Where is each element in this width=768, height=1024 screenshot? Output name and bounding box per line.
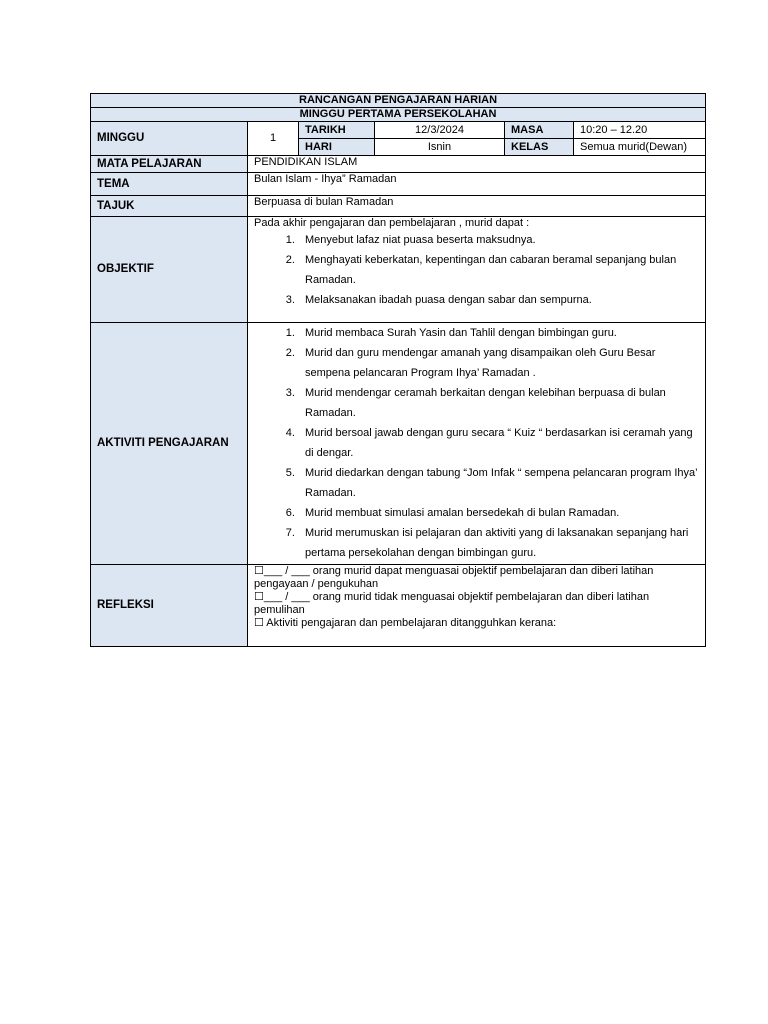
refleksi-line: ☐ Aktiviti pengajaran dan pembelajaran ditangguhkan kerana:	[254, 617, 557, 629]
tema-value: Bulan Islam - Ihya” Ramadan	[248, 173, 706, 196]
list-item: 6. Murid membuat simulasi amalan bersedekah di bulan Ramadan.	[298, 503, 699, 523]
list-item: 3. Melaksanakan ibadah puasa dengan sabar dan sempurna.	[298, 290, 699, 310]
refleksi-label: REFLEKSI	[91, 565, 248, 647]
list-item: 2. Murid dan guru mendengar amanah yang disampaikan oleh Guru Besar sempena pelancaran Program Ihya’ Ramadan .	[298, 343, 699, 383]
list-item: 1. Menyebut lafaz niat puasa beserta maksudnya.	[298, 230, 699, 250]
aktiviti-list	[254, 323, 699, 563]
mata-pelajaran-label: MATA PELAJARAN	[91, 156, 248, 173]
tajuk-label: TAJUK	[91, 196, 248, 217]
kelas-value: Semua murid(Dewan)	[574, 139, 706, 156]
objektif-intro: Pada akhir pengajaran dan pembelajaran , murid dapat :	[254, 217, 530, 229]
minggu-label: MINGGU	[91, 122, 248, 156]
aktiviti-content	[248, 323, 706, 565]
kelas-label: KELAS	[505, 139, 574, 156]
hari-value: Isnin	[375, 139, 505, 156]
tarikh-value: 12/3/2024	[375, 122, 505, 139]
list-item: 5. Murid diedarkan dengan tabung “Jom Infak “ sempena pelancaran program Ihya’ Ramadan.	[298, 463, 699, 503]
objektif-content	[248, 217, 706, 323]
objektif-list	[254, 230, 699, 310]
lesson-plan-document	[90, 93, 705, 647]
tema-label: TEMA	[91, 173, 248, 196]
lesson-plan-table	[90, 93, 706, 647]
minggu-value: 1	[248, 122, 299, 156]
hari-label: HARI	[299, 139, 375, 156]
aktiviti-label: AKTIVITI PENGAJARAN	[91, 323, 248, 565]
mata-pelajaran-value: PENDIDIKAN ISLAM	[248, 156, 706, 173]
list-item: 3. Murid mendengar ceramah berkaitan dengan kelebihan berpuasa di bulan Ramadan.	[298, 383, 699, 423]
list-item: 1. Murid membaca Surah Yasin dan Tahlil dengan bimbingan guru.	[298, 323, 699, 343]
masa-label: MASA	[505, 122, 574, 139]
list-item: 2. Menghayati keberkatan, kepentingan dan cabaran beramal sepanjang bulan Ramadan.	[298, 250, 699, 290]
document-title: RANCANGAN PENGAJARAN HARIAN	[91, 94, 706, 108]
document-subtitle: MINGGU PERTAMA PERSEKOLAHAN	[91, 108, 706, 122]
refleksi-line: ☐___ / ___ orang murid dapat menguasai objektif pembelajaran dan diberi latihan pengayaan / pengukuhan	[254, 565, 654, 590]
objektif-label: OBJEKTIF	[91, 217, 248, 323]
refleksi-line: ☐___ / ___ orang murid tidak menguasai objektif pembelajaran dan diberi latihan pemulihan	[254, 591, 650, 616]
tarikh-label: TARIKH	[299, 122, 375, 139]
list-item: 7. Murid merumuskan isi pelajaran dan aktiviti yang di laksanakan sepanjang hari pertama persekolahan dengan bimbingan guru.	[298, 523, 699, 563]
refleksi-content	[248, 565, 706, 647]
masa-value: 10:20 – 12.20	[574, 122, 706, 139]
tajuk-value: Berpuasa di bulan Ramadan	[248, 196, 706, 217]
list-item: 4. Murid bersoal jawab dengan guru secara “ Kuiz “ berdasarkan isi ceramah yang di dengar.	[298, 423, 699, 463]
